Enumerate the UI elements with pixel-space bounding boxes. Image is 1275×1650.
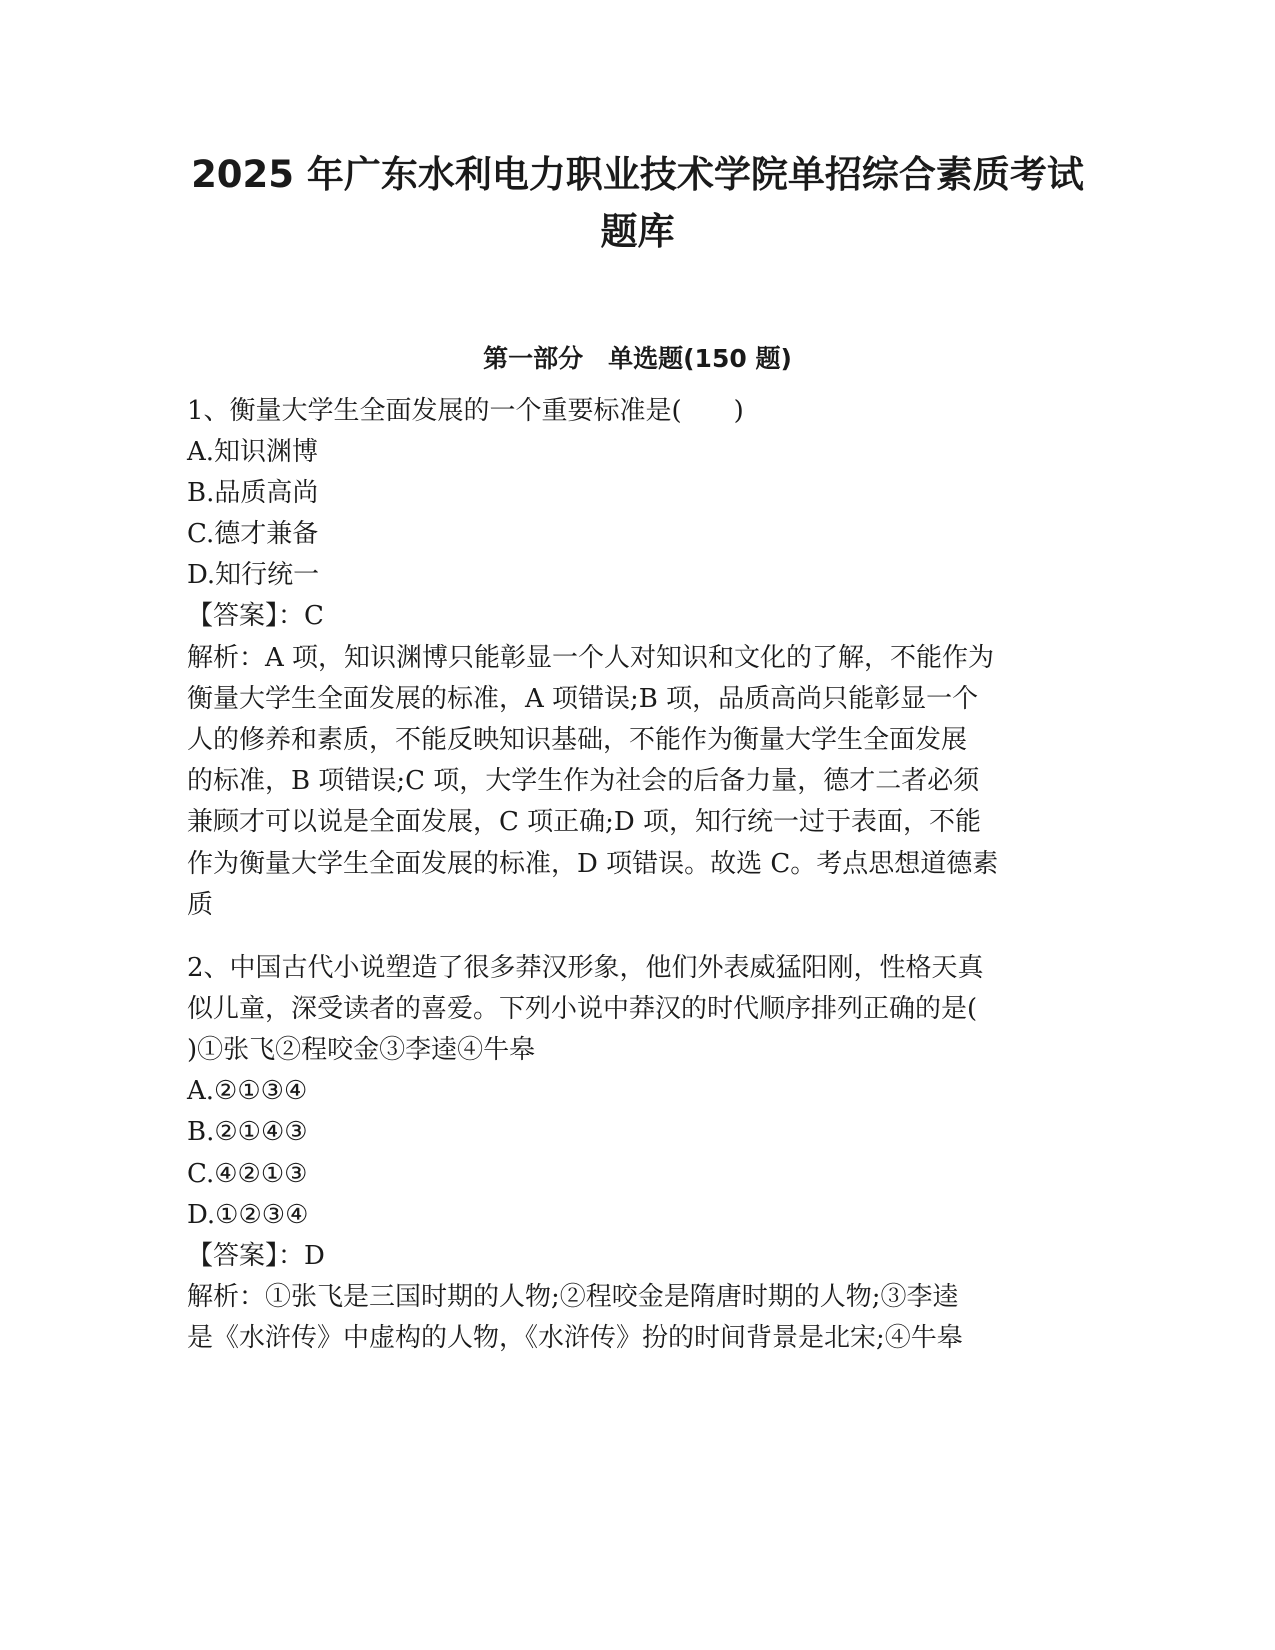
question-stem: )①张飞②程咬金③李逵④牛皋 <box>187 1035 536 1065</box>
option-c: C.④②①③ <box>187 1159 308 1189</box>
question-stem: 2、中国古代小说塑造了很多莽汉形象，他们外表威猛阳刚，性格天真 <box>187 953 984 983</box>
option-d: D.知行统一 <box>187 560 320 590</box>
analysis-line: 作为衡量大学生全面发展的标准，D 项错误。故选 C。考点思想道德素 <box>187 849 999 879</box>
analysis-line: 质 <box>187 890 214 920</box>
option-d: D.①②③④ <box>187 1200 309 1230</box>
answer-line: 【答案】：C <box>187 601 324 631</box>
analysis-line: 的标准，B 项错误;C 项，大学生作为社会的后备力量，德才二者必须 <box>187 766 980 796</box>
option-a: A.②①③④ <box>187 1076 308 1106</box>
section-heading: 第一部分 单选题(150 题) <box>483 344 792 373</box>
question-stem: 似儿童，深受读者的喜爱。下列小说中莽汉的时代顺序排列正确的是( <box>187 994 978 1024</box>
option-a: A.知识渊博 <box>187 437 319 467</box>
document-title-line-2: 题库 <box>600 210 675 253</box>
analysis-line: 兼顾才可以说是全面发展，C 项正确;D 项，知行统一过于表面，不能 <box>187 807 982 837</box>
document-title-line-1: 2025 年广东水利电力职业技术学院单招综合素质考试 <box>191 153 1084 196</box>
analysis-line: 人的修养和素质，不能反映知识基础，不能作为衡量大学生全面发展 <box>187 725 968 755</box>
option-c: C.德才兼备 <box>187 519 319 549</box>
analysis-line: 解析：①张飞是三国时期的人物;②程咬金是隋唐时期的人物;③李逵 <box>187 1282 959 1312</box>
analysis-line: 是《水浒传》中虚构的人物，《水浒传》扮的时间背景是北宋;④牛皋 <box>187 1323 963 1353</box>
analysis-line: 衡量大学生全面发展的标准，A 项错误;B 项，品质高尚只能彰显一个 <box>187 684 979 714</box>
answer-line: 【答案】：D <box>187 1241 325 1271</box>
question-stem: 1、衡量大学生全面发展的一个重要标准是( ) <box>187 396 744 426</box>
option-b: B.②①④③ <box>187 1117 308 1147</box>
option-b: B.品质高尚 <box>187 478 319 508</box>
analysis-line: 解析：A 项，知识渊博只能彰显一个人对知识和文化的了解，不能作为 <box>187 643 995 673</box>
